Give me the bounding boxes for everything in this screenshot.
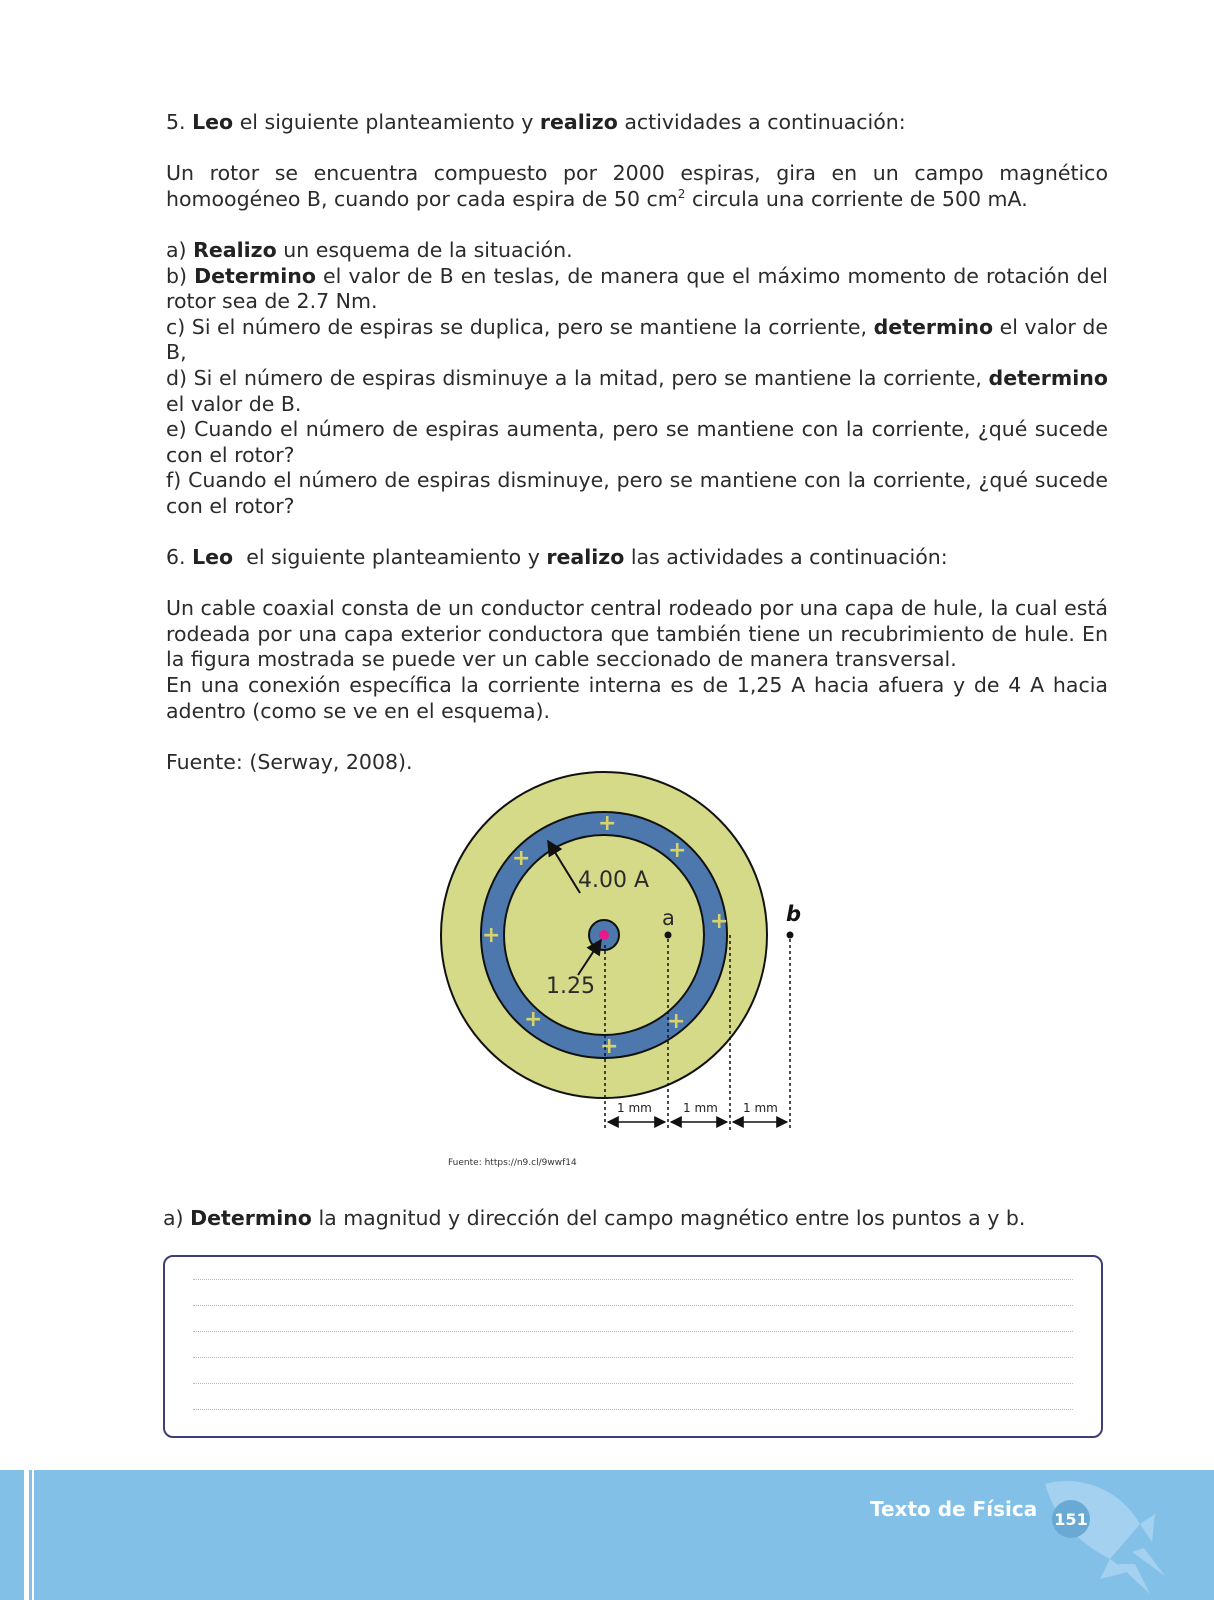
plus-sign: +: [598, 811, 617, 836]
plus-sign: +: [668, 838, 687, 863]
plus-sign: +: [600, 1034, 619, 1059]
page-content: [166, 110, 1108, 775]
exercise-6-intro: 6. Leo el siguiente planteamiento y realizo las actividades a continuación:: [166, 545, 948, 570]
footer-book-title: Texto de Física: [870, 1497, 1038, 1521]
point-a-dot: [665, 932, 672, 939]
answer-box[interactable]: [163, 1255, 1103, 1438]
plus-sign: +: [512, 846, 531, 871]
exercise-6-source: Fuente: (Serway, 2008).: [166, 749, 413, 774]
inner-current-dot: [599, 930, 609, 940]
plus-sign: +: [482, 923, 501, 948]
point-b-dot: [787, 932, 794, 939]
point-a-label: a: [662, 906, 675, 930]
answer-line[interactable]: [193, 1409, 1073, 1410]
dimension-label-2: 1 mm: [683, 1101, 718, 1115]
plus-sign: +: [524, 1007, 543, 1032]
exercise-6-paragraph-2: En una conexión específica la corriente interna es de 1,25 A hacia afuera y de 4 A hacia adentro (como se ve en el esquema).: [166, 673, 1108, 723]
exercise-5-intro: 5. Leo el siguiente planteamiento y realizo actividades a continuación:: [166, 110, 906, 134]
dimension-label-3: 1 mm: [743, 1101, 778, 1115]
exercise-6-paragraph-1: Un cable coaxial consta de un conductor central rodeado por una capa de hule, la cual está rodeada por una capa exterior conductora que también tiene un recubrimiento de hule. En la figura mostrada se puede ver un cable seccionado de manera transversal.: [166, 596, 1108, 672]
dimension-label-1: 1 mm: [617, 1101, 652, 1115]
figure-source: Fuente: https://n9.cl/9wwf14: [448, 1158, 577, 1168]
exercise-5-item-a: a) Realizo un esquema de la situación.: [166, 237, 573, 262]
page-footer: [0, 1470, 1214, 1600]
exercise-5-item-c: c) Si el número de espiras se duplica, pero se mantiene la corriente, determino el valor de B,: [166, 314, 1108, 365]
plus-sign: +: [710, 909, 729, 934]
exercise-5-item-f: f) Cuando el número de espiras disminuye, pero se mantiene con la corriente, ¿qué sucede con el rotor?: [166, 468, 1108, 518]
footer-stripe: [32, 1470, 34, 1600]
coaxial-cable-diagram: [440, 785, 840, 1165]
answer-line[interactable]: [193, 1279, 1073, 1280]
coaxial-cable-figure: [440, 785, 840, 1168]
exercise-5-item-b: b) Determino el valor de B en teslas, de manera que el máximo momento de rotación del rotor sea de 2.7 Nm.: [166, 263, 1108, 314]
page-number: 151: [1052, 1500, 1090, 1538]
plus-sign: +: [667, 1009, 686, 1034]
answer-line[interactable]: [193, 1383, 1073, 1384]
exercise-5-statement: Un rotor se encuentra compuesto por 2000 espiras, gira en un campo magnético homoogéneo B, cuando por cada espira de 50 $cm^2$ circula una corriente de 500 mA.: [166, 161, 1108, 211]
inner-current-label: 1.25: [546, 974, 595, 999]
answer-line[interactable]: [193, 1331, 1073, 1332]
question-a: a) Determino la magnitud y dirección del campo magnético entre los puntos a y b.: [163, 1206, 1026, 1230]
outer-current-label: 4.00 A: [578, 868, 650, 893]
answer-line[interactable]: [193, 1357, 1073, 1358]
exercise-5-item-e: e) Cuando el número de espiras aumenta, pero se mantiene con la corriente, ¿qué sucede con el rotor?: [166, 417, 1108, 467]
point-b-label: b: [786, 902, 802, 926]
answer-line[interactable]: [193, 1305, 1073, 1306]
rocket-icon: [1040, 1470, 1170, 1600]
exercise-5-item-d: d) Si el número de espiras disminuye a la mitad, pero se mantiene la corriente, determino el valor de B.: [166, 365, 1108, 416]
footer-stripe: [24, 1470, 29, 1600]
